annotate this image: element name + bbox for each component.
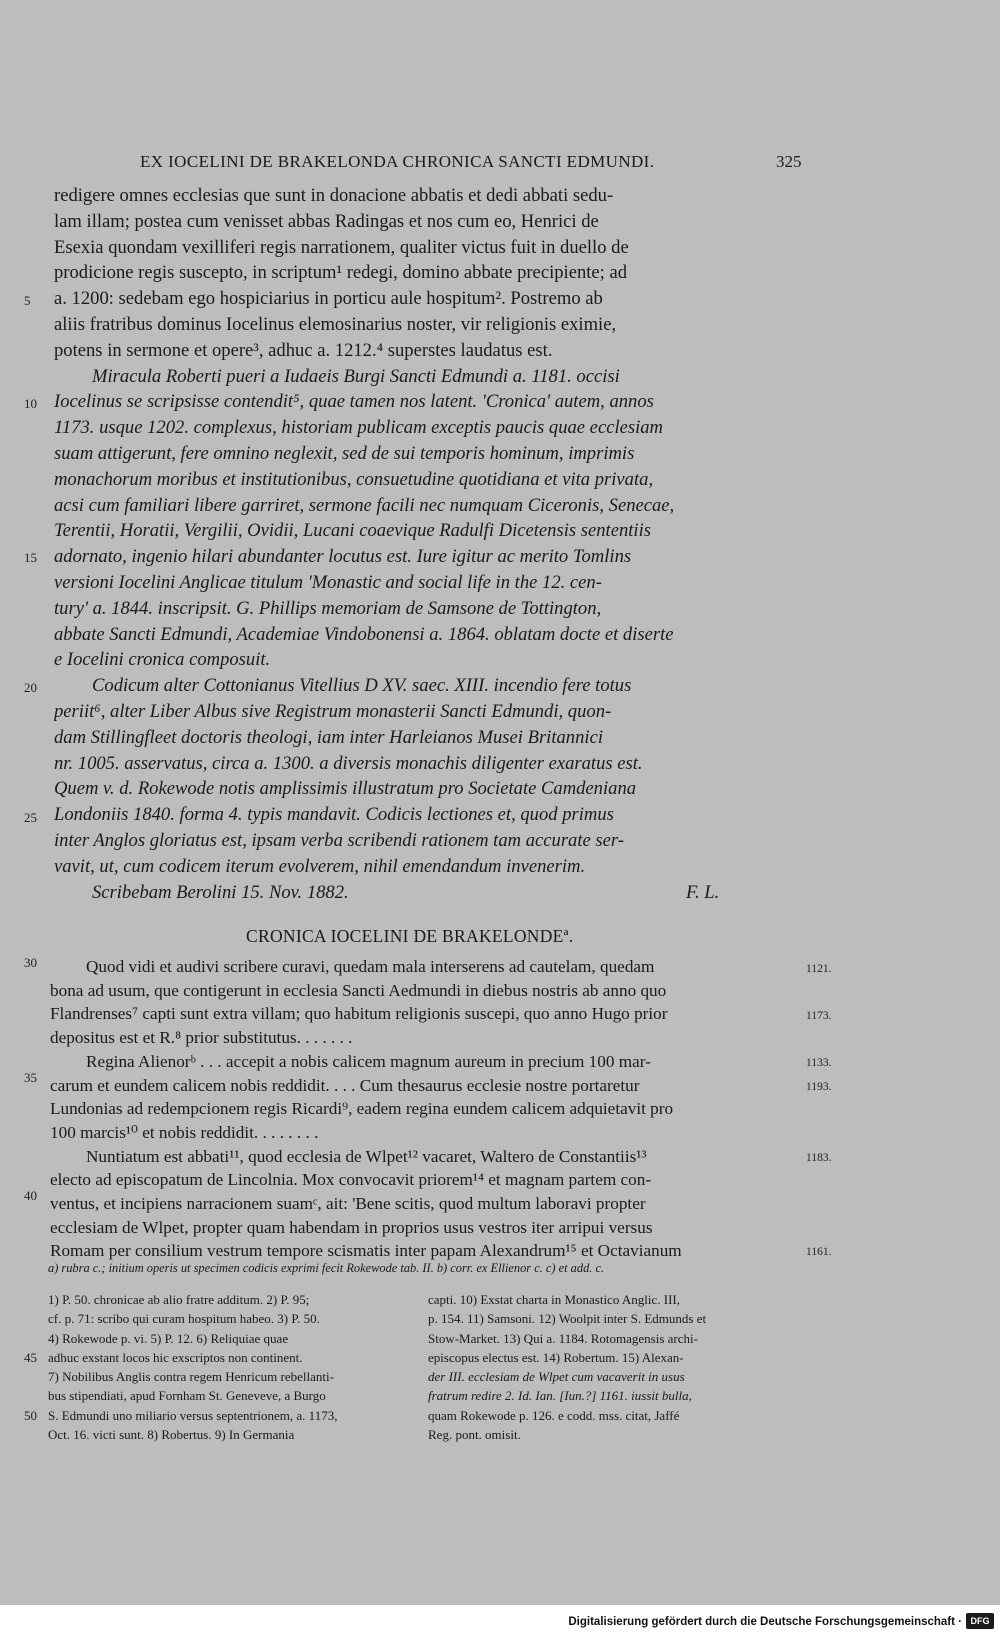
footnote-line: adhuc exstant locos hic exscriptos non continent.: [48, 1349, 303, 1365]
margin-year: 1121.: [806, 963, 832, 975]
text-line: dam Stillingfleet doctoris theologi, iam inter Harleianos Musei Britannici: [54, 726, 603, 748]
margin-year: 1173.: [806, 1010, 832, 1022]
text-line: Nuntiatum est abbati¹¹, quod ecclesia de Wlpet¹² vacaret, Waltero de Constantiis¹³: [86, 1146, 647, 1166]
text-line: Miracula Roberti pueri a Iudaeis Burgi Sancti Edmundi a. 1181. occisi: [92, 365, 620, 387]
footnote-line: p. 154. 11) Samsoni. 12) Woolpit inter S. Edmunds et: [428, 1311, 707, 1327]
text-line: prodicione regis suscepto, in scriptum¹ redegi, domino abbate precipiente; ad: [54, 262, 628, 284]
footnote-line: der III. ecclesiam de Wlpet cum vacaverit in usus: [428, 1369, 685, 1385]
author-initials: F. L.: [686, 881, 720, 903]
page-number: 325: [776, 152, 802, 171]
footnote-line: Oct. 16. victi sunt. 8) Robertus. 9) In Germania: [48, 1427, 295, 1443]
text-line: a. 1200: sedebam ego hospiciarius in porticu aule hospitum². Postremo ab: [54, 288, 603, 310]
footnote-line: 7) Nobilibus Anglis contra regem Henricum rebellanti-: [48, 1369, 334, 1385]
text-line: periit⁶, alter Liber Albus sive Registrum monasterii Sancti Edmundi, quon-: [54, 700, 612, 722]
footnotes-right-column: [428, 1290, 813, 1444]
footnote-line: Reg. pont. omisit.: [428, 1427, 521, 1443]
funding-credit: Digitalisierung gefördert durch die Deutsche Forschungsgemeinschaft ·: [568, 1616, 962, 1628]
text-line: Quod vidi et audivi scribere curavi, quedam mala interserens ad cautelam, quedam: [86, 957, 655, 976]
footnote-line: cf. p. 71: scribo qui curam hospitum habeo. 3) P. 50.: [48, 1311, 320, 1327]
text-line: inter Anglos gloriatus est, ipsam verba scribendi rationem tam accurate ser-: [54, 829, 624, 851]
text-line: Terentii, Horatii, Vergilii, Ovidii, Lucani coaevique Radulfi Dicetensis sententiis: [54, 520, 651, 542]
line-number: 10: [24, 396, 37, 411]
text-line: potens in sermone et opere³, adhuc a. 1212.⁴ superstes laudatus est.: [54, 339, 553, 361]
text-line: suam attigerunt, fere omnino neglexit, sed de sui temporis hominum, imprimis: [54, 442, 635, 464]
text-line: Codicum alter Cottonianus Vitellius D XV. saec. XIII. incendio fere totus: [92, 675, 632, 697]
line-number: 15: [24, 550, 37, 565]
text-line: abbate Sancti Edmundi, Academiae Vindobonensi a. 1864. oblatam docte et diserte: [54, 623, 674, 645]
line-number: 30: [24, 955, 37, 970]
text-line: redigere omnes ecclesias que sunt in donacione abbatis et dedi abbati sedu-: [54, 185, 614, 206]
letter-footnotes: a) rubra c.; initium operis ut specimen codicis exprimi fecit Rokewode tab. II. b) corr. ex Ellienor c. c) et add. c.: [48, 1261, 605, 1275]
running-title: EX IOCELINI DE BRAKELONDA CHRONICA SANCTI EDMUNDI.: [140, 152, 655, 171]
text-line: Quem v. d. Rokewode notis amplissimis illustratum pro Societate Camdeniana: [54, 778, 637, 800]
text-line: Esexia quondam vexilliferi regis narrationem, qualiter victus fuit in duello de: [54, 236, 629, 258]
text-line: Romam per consilium vestrum tempore scismatis inter papam Alexandrum¹⁵ et Octavianum: [50, 1241, 682, 1261]
line-number: 20: [24, 680, 37, 695]
dfg-logo-icon: DFG: [966, 1613, 994, 1629]
text-line: monachorum moribus et institutionibus, consuetudine quotidiana et vita privata,: [54, 468, 654, 490]
text-line: 1173. usque 1202. complexus, historiam publicam exceptis paucis quae ecclesiam: [54, 417, 663, 439]
margin-year: 1183.: [806, 1152, 832, 1164]
text-line: nr. 1005. asservatus, circa a. 1300. a diversis monachis diligenter exaratus est.: [54, 752, 643, 774]
text-line: electo ad episcopatum de Lincolnia. Mox convocavit priorem¹⁴ et magnam partem con-: [50, 1170, 652, 1190]
footnote-line: capti. 10) Exstat charta in Monastico Anglic. III,: [428, 1292, 680, 1307]
text-line: versioni Iocelini Anglicae titulum 'Monastic and social life in the 12. cen-: [54, 571, 602, 593]
text-line: ventus, et incipiens narracionem suamᶜ, ait: 'Bene scitis, quod multum laboravi propter: [50, 1194, 646, 1214]
introduction-text: [54, 183, 806, 905]
text-line: vavit, ut, cum codicem iterum evolverem, nihil emendandum invenerim.: [54, 855, 586, 877]
line-number: 45: [24, 1350, 37, 1365]
text-line: tury' a. 1844. inscripsit. G. Phillips memoriam de Samsone de Tottington,: [54, 597, 602, 619]
text-line: acsi cum familiari libere garriret, sermone facili nec numquam Ciceronis, Senecae,: [54, 494, 675, 516]
line-number: 50: [24, 1408, 37, 1423]
line-number: 40: [24, 1188, 37, 1203]
chronicle-text: [50, 955, 806, 1263]
text-line: Flandrenses⁷ capti sunt extra villam; quo habitum religionis suscepi, quo anno Hugo prior: [50, 1004, 668, 1024]
text-line: Londoniis 1840. forma 4. typis mandavit. Codicis lectiones et, quod primus: [54, 804, 614, 826]
line-number: 25: [24, 810, 37, 825]
text-line: Lundonias ad redempcionem regis Ricardi⁹, eadem regina eundem calicem adquietavit pro: [50, 1099, 674, 1119]
text-line: e Iocelini cronica composuit.: [54, 649, 271, 671]
footnotes-left-column: [48, 1290, 418, 1444]
section-title: CRONICA IOCELINI DE BRAKELONDEª.: [246, 926, 574, 946]
text-line: depositus est et R.⁸ prior substitutus. . . . . . .: [50, 1028, 353, 1048]
margin-year: 1193.: [806, 1081, 832, 1093]
text-line: 100 marcis¹⁰ et nobis reddidit. . . . . . . .: [50, 1122, 319, 1142]
text-line: ecclesiam de Wlpet, propter quam habendam in proprios usus vestros iter arripui versus: [50, 1217, 653, 1237]
footnote-line: 4) Rokewode p. vi. 5) P. 12. 6) Reliquiae quae: [48, 1330, 289, 1346]
margin-year: 1161.: [806, 1246, 832, 1258]
margin-year: 1133.: [806, 1057, 832, 1069]
footnote-line: Stow-Market. 13) Qui a. 1184. Rotomagensis archi-: [428, 1330, 698, 1346]
line-number: 5: [24, 293, 31, 308]
text-line: aliis fratribus dominus Iocelinus elemosinarius noster, vir religionis eximie,: [54, 313, 617, 335]
footnote-line: fratrum redire 2. Id. Ian. [Iun.?] 1161. iussit bulla,: [428, 1388, 692, 1404]
footnote-line: S. Edmundi uno miliario versus septentrionem, a. 1173,: [48, 1407, 338, 1423]
signature-line: [54, 880, 806, 906]
text-line: adornato, ingenio hilari abundanter locutus est. Iure igitur ac merito Tomlins: [54, 546, 632, 568]
footnote-line: bus stipendiati, apud Fornham St. Geneveve, a Burgo: [48, 1388, 326, 1404]
text-line: Iocelinus se scripsisse contendit⁵, quae tamen nos latent. 'Cronica' autem, annos: [54, 391, 654, 413]
text-line: lam illam; postea cum venisset abbas Radingas et nos cum eo, Henrici de: [54, 210, 599, 232]
line-number: 35: [24, 1070, 37, 1085]
signature-date: Scribebam Berolini 15. Nov. 1882.: [92, 881, 349, 903]
text-line: bona ad usum, que contigerunt in ecclesia Sancti Aedmundi in diebus nostris ab anno quo: [50, 980, 667, 1000]
text-line: Regina Alienorᵇ . . . accepit a nobis calicem magnum aureum in precium 100 mar-: [86, 1051, 651, 1071]
footnote-line: quam Rokewode p. 126. e codd. mss. citat, Jaffé: [428, 1407, 680, 1423]
footnote-line: 1) P. 50. chronicae ab alio fratre additum. 2) P. 95;: [48, 1292, 310, 1307]
text-line: carum et eundem calicem nobis reddidit. . . . Cum thesaurus ecclesie nostre portaretur: [50, 1075, 640, 1095]
footnote-line: episcopus electus est. 14) Robertum. 15) Alexan-: [428, 1349, 684, 1365]
